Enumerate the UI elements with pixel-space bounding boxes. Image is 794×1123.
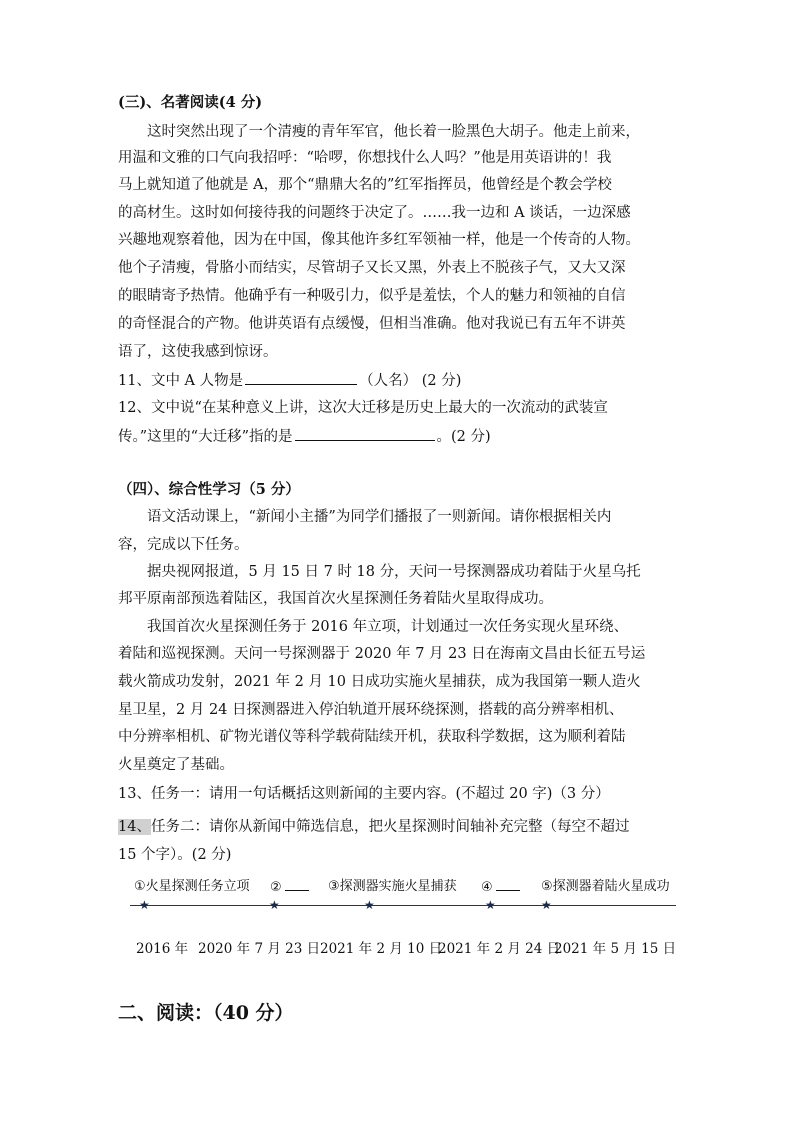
news-line: 据央视网报道，5 月 15 日 7 时 18 分，天问一号探测器成功着陆于火星乌托	[147, 564, 641, 580]
intro-line: 语文活动课上，“新闻小主播”为同学们播报了一则新闻。请你根据相关内	[147, 509, 612, 525]
passage-line: 的高材生。这时如何接待我的问题终于决定了。……我一边和 A 谈话，一边深感	[118, 205, 631, 221]
news-line: 中分辨率相机、矿物光谱仪等科学载荷陆续开机，获取科学数据，这为顺利着陆	[118, 729, 626, 745]
section4-heading: （四）、综合性学习（5 分）	[118, 481, 300, 498]
question-12-line1: 12、文中说“在某种意义上讲，这次大迁移是历史上最大的一次流动的武装宣	[118, 400, 608, 416]
timeline-label-3: ③探测器实施火星捕获	[328, 879, 457, 894]
part2-title: 二、阅读：（40 分）	[118, 1002, 294, 1024]
timeline-blank-4[interactable]	[496, 878, 520, 891]
question-12-line2	[118, 426, 678, 447]
passage-line: 的奇怪混合的产物。他讲英语有点缓慢，但相当准确。他对我说已有五年不讲英	[118, 316, 626, 332]
timeline-label-5: ⑤探测器着陆火星成功	[541, 879, 670, 894]
timeline-date-5: 2021 年 5 月 15 日	[554, 941, 677, 957]
passage-line: 马上就知道了他就是 A，那个“鼎鼎大名的”红军指挥员，他曾经是个教会学校	[118, 177, 612, 193]
q14-text: 任务二：请你从新闻中筛选信息，把火星探测时间轴补充完整（每空不超过	[150, 819, 630, 835]
timeline-marker-icon: ★	[485, 898, 496, 912]
timeline-axis	[130, 905, 676, 906]
timeline-marker-icon: ★	[139, 898, 150, 912]
q12-prefix: 传。”这里的“大迁移”指的是	[118, 429, 293, 445]
timeline-date-2: 2020 年 7 月 23 日	[198, 941, 321, 957]
q12-suffix: 。(2 分)	[436, 429, 491, 445]
passage-line: 语了，这使我感到惊讶。	[118, 344, 278, 360]
mars-timeline	[120, 878, 680, 958]
q11-answer-blank[interactable]	[245, 370, 357, 385]
timeline-marker-icon: ★	[364, 898, 375, 912]
timeline-blank-2[interactable]	[285, 878, 309, 891]
news-line: 着陆和巡视探测。天问一号探测器于 2020 年 7 月 23 日在海南文昌由长征五号运	[118, 646, 646, 662]
news-line: 载火箭成功发射，2021 年 2 月 10 日成功实施火星捕获，成为我国第一颗人造火	[118, 674, 641, 690]
timeline-date-1: 2016 年	[136, 941, 189, 957]
question-13: 13、任务一：请用一句话概括这则新闻的主要内容。(不超过 20 字)（3 分）	[118, 786, 610, 802]
intro-line: 容，完成以下任务。	[118, 537, 249, 553]
timeline-date-3: 2021 年 2 月 10 日	[320, 941, 443, 957]
passage-line: 兴趣地观察着他，因为在中国，像其他许多红军领袖一样，他是一个传奇的人物。	[118, 232, 640, 248]
question-14-line1	[118, 817, 678, 837]
news-line: 星卫星，2 月 24 日探测器进入停泊轨道开展环绕探测，搭载的高分辨率相机、	[118, 702, 624, 718]
passage-line: 用温和文雅的口气向我招呼：“哈啰，你想找什么人吗？”他是用英语讲的！我	[118, 150, 612, 166]
passage-line: 这时突然出现了一个清瘦的青年军官，他长着一脸黑色大胡子。他走上前来，	[147, 124, 640, 140]
section3-heading: (三)、名著阅读(4 分)	[118, 94, 263, 111]
q12-answer-blank[interactable]	[295, 426, 435, 441]
q11-prefix: 11、文中 A 人物是	[118, 373, 244, 389]
news-line: 邦平原南部预选着陆区，我国首次火星探测任务着陆火星取得成功。	[118, 591, 553, 607]
q11-suffix: （人名） (2 分)	[359, 373, 462, 389]
news-line: 火星奠定了基础。	[118, 757, 234, 773]
timeline-marker-icon: ★	[269, 898, 280, 912]
q14-number: 14、	[118, 819, 151, 835]
passage-line: 他个子清瘦，骨胳小而结实，尽管胡子又长又黑，外表上不脱孩子气，又大又深	[118, 260, 626, 276]
question-14-line2: 15 个字）。(2 分)	[118, 847, 232, 863]
timeline-marker-icon: ★	[541, 898, 552, 912]
timeline-label-4: ④	[481, 878, 520, 897]
question-11	[118, 370, 678, 391]
timeline-label-1: ①火星探测任务立项	[134, 879, 250, 894]
timeline-date-4: 2021 年 2 月 24 日	[438, 941, 561, 957]
news-line: 我国首次火星探测任务于 2016 年立项，计划通过一次任务实现火星环绕、	[147, 619, 629, 635]
passage-line: 的眼睛寄予热情。他确乎有一种吸引力，似乎是羞怯，个人的魅力和领袖的自信	[118, 288, 626, 304]
timeline-label-2: ②	[270, 878, 309, 897]
